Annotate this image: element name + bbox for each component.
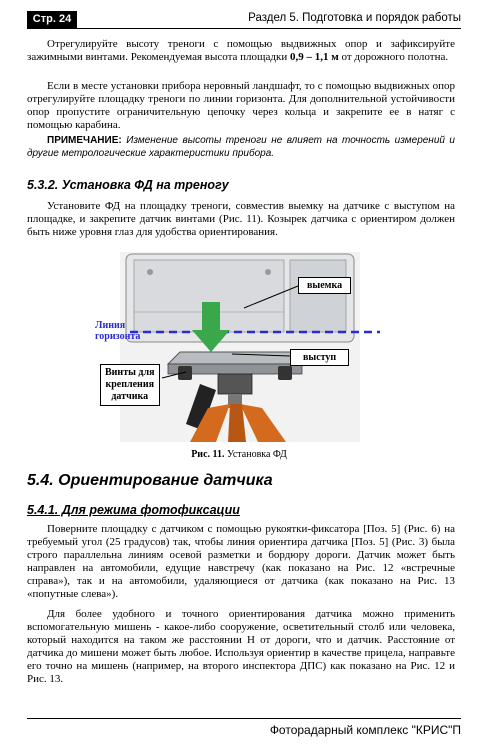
note-label: ПРИМЕЧАНИЕ: — [47, 135, 122, 146]
note-text: Изменение высоты треноги не влияет на точность измерений и другие метрологические характеристики прибора. — [27, 135, 455, 159]
header-section-title: Раздел 5. Подготовка и порядок работы — [248, 12, 461, 24]
label-screws: Винты для крепления датчика — [100, 364, 160, 406]
section-heading-54: 5.4. Ориентирование датчика — [27, 472, 273, 489]
label-ledge: выступ — [290, 349, 349, 366]
label-screws-pointer — [160, 364, 200, 384]
section-532-text: Установите ФД на площадку треноги, совместив выемку на датчике с выступом на площадке, и закрепите датчик винтами (Рис. 11). Козырек датчика с ориентиром должен быть ниже уровня глаз для удобства ориентирования. — [27, 200, 455, 238]
label-notch: выемка — [298, 277, 351, 294]
label-notch-pointer — [240, 282, 300, 312]
page-header — [27, 11, 461, 28]
intro-paragraph-2: Если в месте установки прибора неровный ландшафт, то с помощью выдвижных опор отрегулируйте площадку треноги по линии горизонта. Для дополнительной устойчивости опор пропустите ограничительную цепочку через кольца и закрепите ее в натяг с помощью карабина. — [27, 80, 455, 131]
footer-text: Фоторадарный комплекс "КРИС"П — [269, 723, 461, 737]
page-number: Стр. 24 — [27, 11, 77, 28]
footer-divider — [27, 718, 461, 719]
figure-11 — [90, 252, 390, 442]
section-heading-541: 5.4.1. Для режима фотофиксации — [27, 503, 240, 517]
header-divider — [27, 28, 461, 29]
recommended-height: 0,9 – 1,1 м — [289, 51, 339, 63]
figure-11-caption: Рис. 11. Установка ФД — [191, 449, 287, 460]
section-541-paragraph-2: Для более удобного и точного ориентирования датчика можно применить вспомогательную мишень - какое-либо сооружение, осветительный столб или человека, который находится на таком же расстоянии Н от дороги, что и датчик. Расстояние от датчика до мишени может быть любое. Используя ориентир в качестве прицела, направьте его точно на мишень (например, на второго инспектора ДПС) как показано на Рис. 12 и Рис. 13. — [27, 608, 455, 685]
label-ledge-pointer — [230, 348, 292, 362]
section-heading-532: 5.3.2. Установка ФД на треногу — [27, 178, 229, 192]
note — [27, 134, 455, 160]
label-horizon: Линия горизонта — [95, 320, 141, 342]
intro-paragraph-1: Отрегулируйте высоту треноги с помощью выдвижных опор и зафиксируйте зажимными винтами. Рекомендуемая высота площадки 0,9 – 1,1 м от дорожного полотна. — [27, 38, 455, 63]
section-541-paragraph-1: Поверните площадку с датчиком с помощью рукоятки-фиксатора [Поз. 5] (Рис. 6) на требуемый угол (25 градусов) так, чтобы линия ориентира датчика [Поз. 5] (Рис. 3) была строго параллельна линиям осевой разметки и бордюру дороги. Датчик может быть направлен на автомобили, едущие навстречу (как показано на Рис. 12 «встречные справа»), так и на автомобили, удаляющиеся от датчика (как показано на Рис. 13 «попутные слева»). — [27, 523, 455, 600]
